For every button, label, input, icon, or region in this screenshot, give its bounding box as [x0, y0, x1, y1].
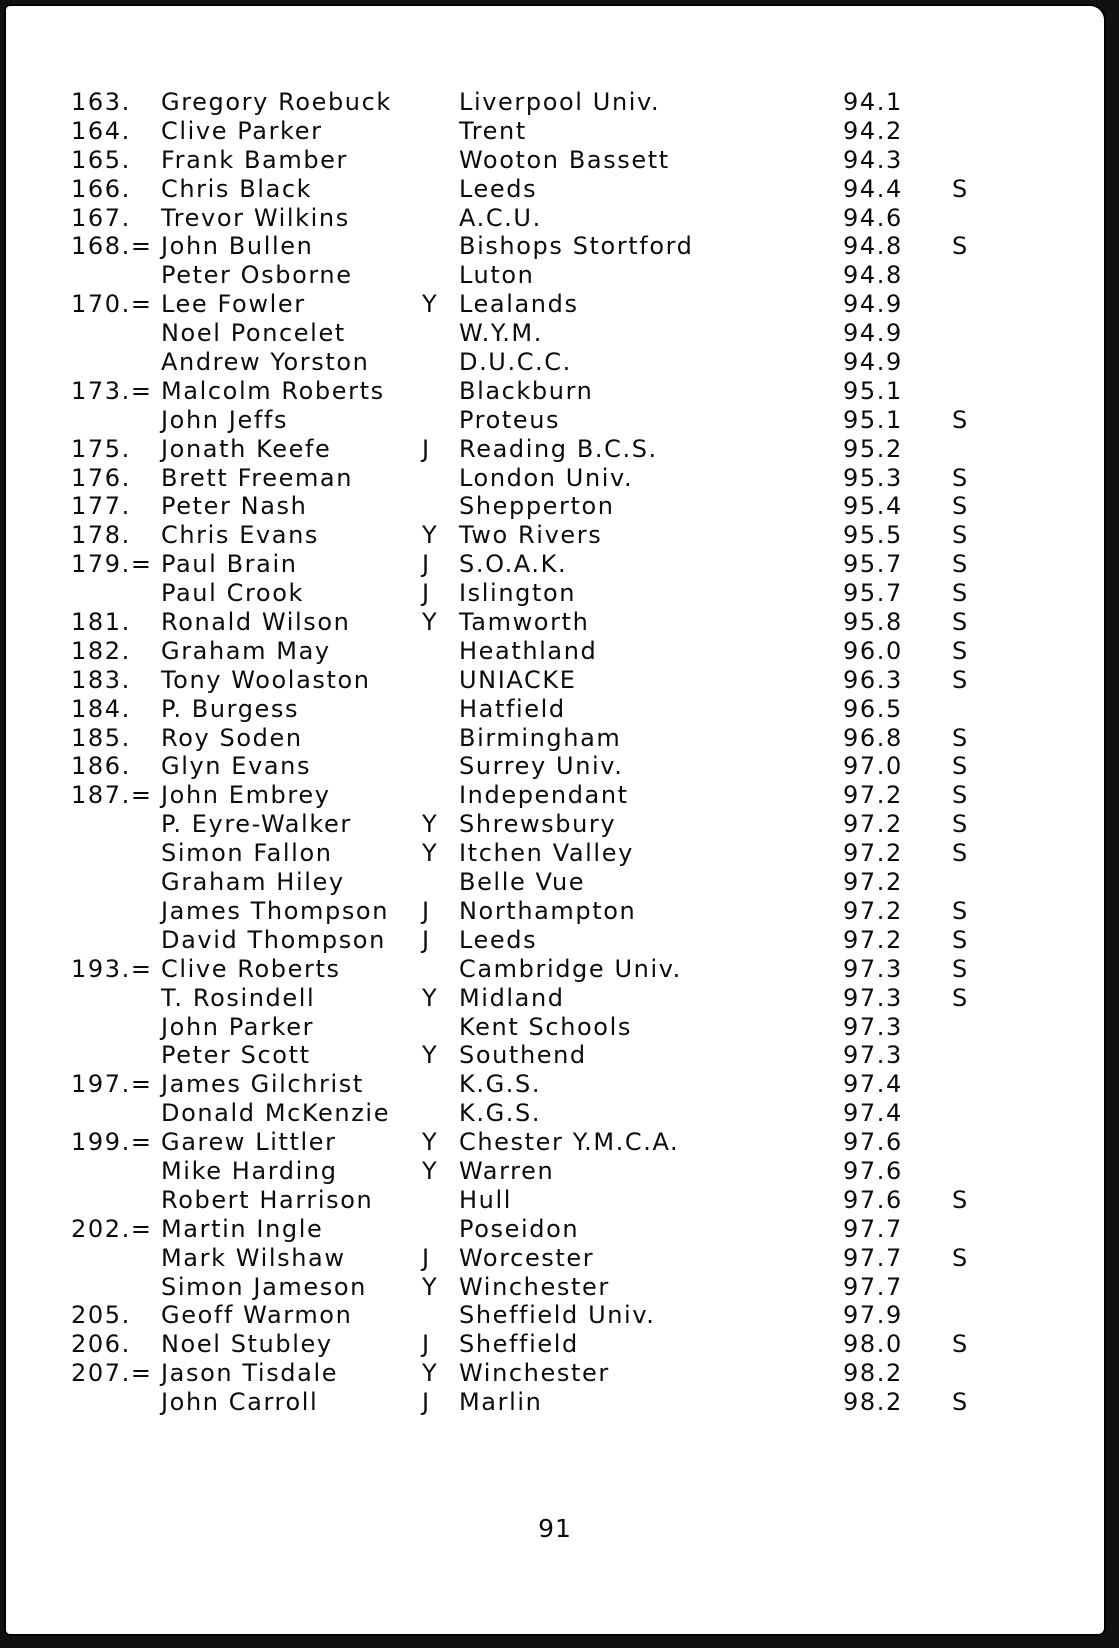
competitor-name: James Thompson: [161, 896, 390, 925]
position: 175.: [71, 434, 131, 463]
club-name: Warren: [459, 1156, 555, 1185]
status-mark: S: [952, 1243, 969, 1272]
result-row: [63, 146, 1013, 175]
result-time: 95.3: [843, 463, 903, 492]
competitor-name: Clive Roberts: [161, 954, 341, 983]
position: 197.=: [71, 1070, 153, 1099]
result-row: [63, 1301, 1013, 1330]
position: 165.: [71, 145, 131, 174]
club-name: Wooton Bassett: [459, 145, 670, 174]
position: 202.=: [71, 1214, 153, 1243]
competitor-name: Tony Woolaston: [161, 665, 371, 694]
competitor-name: Garew Littler: [161, 1128, 337, 1157]
position: 183.: [71, 665, 131, 694]
result-row: [63, 464, 1013, 493]
status-mark: S: [952, 896, 969, 925]
competitor-name: Noel Poncelet: [161, 319, 346, 348]
category-flag: Y: [422, 1041, 439, 1070]
category-flag: Y: [422, 608, 439, 637]
result-time: 97.3: [843, 954, 903, 983]
competitor-name: P. Eyre-Walker: [161, 810, 352, 839]
competitor-name: Geoff Warmon: [161, 1301, 353, 1330]
result-row: [63, 204, 1013, 233]
competitor-name: James Gilchrist: [161, 1070, 364, 1099]
position: 186.: [71, 752, 131, 781]
competitor-name: T. Rosindell: [161, 983, 316, 1012]
result-row: [63, 319, 1013, 348]
competitor-name: Jonath Keefe: [161, 434, 332, 463]
club-name: Marlin: [459, 1388, 543, 1417]
position: 177.: [71, 492, 131, 521]
club-name: Bishops Stortford: [459, 232, 694, 261]
competitor-name: Chris Evans: [161, 521, 320, 550]
result-row: [63, 839, 1013, 868]
position: 164.: [71, 116, 131, 145]
result-time: 97.3: [843, 1012, 903, 1041]
category-flag: Y: [422, 1359, 439, 1388]
result-time: 94.3: [843, 145, 903, 174]
club-name: Cambridge Univ.: [459, 954, 682, 983]
result-row: [63, 1186, 1013, 1215]
status-mark: S: [952, 781, 969, 810]
position: 193.=: [71, 954, 153, 983]
status-mark: S: [952, 521, 969, 550]
result-row: [63, 1128, 1013, 1157]
competitor-name: David Thompson: [161, 925, 386, 954]
result-row: [63, 926, 1013, 955]
club-name: Shrewsbury: [459, 810, 617, 839]
result-row: [63, 1244, 1013, 1273]
status-mark: S: [952, 839, 969, 868]
club-name: Sheffield: [459, 1330, 579, 1359]
club-name: Southend: [459, 1041, 587, 1070]
result-time: 95.8: [843, 608, 903, 637]
category-flag: J: [422, 434, 431, 463]
result-row: [63, 1215, 1013, 1244]
result-time: 94.2: [843, 116, 903, 145]
result-row: [63, 175, 1013, 204]
status-mark: S: [952, 232, 969, 261]
category-flag: J: [422, 1243, 431, 1272]
competitor-name: Trevor Wilkins: [161, 203, 350, 232]
position: 176.: [71, 463, 131, 492]
category-flag: Y: [422, 1272, 439, 1301]
club-name: Proteus: [459, 405, 561, 434]
result-row: [63, 435, 1013, 464]
result-time: 94.9: [843, 319, 903, 348]
competitor-name: John Carroll: [161, 1388, 319, 1417]
club-name: Heathland: [459, 636, 598, 665]
status-mark: S: [952, 1330, 969, 1359]
club-name: Islington: [459, 579, 577, 608]
club-name: Surrey Univ.: [459, 752, 624, 781]
club-name: Belle Vue: [459, 868, 586, 897]
competitor-name: John Embrey: [161, 781, 331, 810]
category-flag: J: [422, 1388, 431, 1417]
status-mark: S: [952, 550, 969, 579]
result-time: 95.7: [843, 579, 903, 608]
result-time: 94.9: [843, 348, 903, 377]
category-flag: Y: [422, 1156, 439, 1185]
competitor-name: Simon Jameson: [161, 1272, 367, 1301]
status-mark: S: [952, 665, 969, 694]
competitor-name: John Bullen: [161, 232, 314, 261]
status-mark: S: [952, 492, 969, 521]
category-flag: J: [422, 925, 431, 954]
position: 170.=: [71, 290, 153, 319]
club-name: Midland: [459, 983, 565, 1012]
competitor-name: Mike Harding: [161, 1156, 338, 1185]
competitor-name: Brett Freeman: [161, 463, 354, 492]
club-name: UNIACKE: [459, 665, 577, 694]
result-time: 97.2: [843, 925, 903, 954]
page-number: 91: [538, 1514, 572, 1543]
competitor-name: Peter Osborne: [161, 261, 353, 290]
result-time: 97.3: [843, 1041, 903, 1070]
status-mark: S: [952, 1185, 969, 1214]
status-mark: S: [952, 925, 969, 954]
result-row: [63, 1041, 1013, 1070]
position: 178.: [71, 521, 131, 550]
result-time: 95.5: [843, 521, 903, 550]
result-row: [63, 724, 1013, 753]
result-time: 97.2: [843, 810, 903, 839]
club-name: Birmingham: [459, 723, 622, 752]
result-row: [63, 232, 1013, 261]
result-time: 96.5: [843, 694, 903, 723]
result-row: [63, 1388, 1013, 1417]
status-mark: S: [952, 723, 969, 752]
competitor-name: Noel Stubley: [161, 1330, 333, 1359]
category-flag: J: [422, 550, 431, 579]
club-name: Leeds: [459, 925, 538, 954]
club-name: Winchester: [459, 1272, 610, 1301]
result-row: [63, 377, 1013, 406]
result-time: 95.2: [843, 434, 903, 463]
competitor-name: Malcolm Roberts: [161, 376, 385, 405]
result-row: [63, 897, 1013, 926]
result-row: [63, 492, 1013, 521]
club-name: Hatfield: [459, 694, 566, 723]
status-mark: S: [952, 752, 969, 781]
result-row: [63, 579, 1013, 608]
category-flag: Y: [422, 521, 439, 550]
position: 207.=: [71, 1359, 153, 1388]
result-time: 97.4: [843, 1070, 903, 1099]
club-name: Northampton: [459, 896, 637, 925]
result-time: 97.6: [843, 1128, 903, 1157]
position: 181.: [71, 608, 131, 637]
result-time: 97.6: [843, 1156, 903, 1185]
result-row: [63, 1273, 1013, 1302]
competitor-name: Martin Ingle: [161, 1214, 324, 1243]
club-name: Lealands: [459, 290, 579, 319]
result-time: 96.0: [843, 636, 903, 665]
result-row: [63, 608, 1013, 637]
result-time: 95.7: [843, 550, 903, 579]
document-page: [6, 6, 1104, 1634]
competitor-name: Graham May: [161, 636, 331, 665]
club-name: Poseidon: [459, 1214, 580, 1243]
result-row: [63, 868, 1013, 897]
club-name: Chester Y.M.C.A.: [459, 1128, 680, 1157]
result-time: 98.2: [843, 1359, 903, 1388]
result-row: [63, 348, 1013, 377]
status-mark: S: [952, 174, 969, 203]
competitor-name: P. Burgess: [161, 694, 300, 723]
club-name: Liverpool Univ.: [459, 88, 661, 116]
result-row: [63, 1359, 1013, 1388]
competitor-name: Lee Fowler: [161, 290, 306, 319]
competitor-name: Mark Wilshaw: [161, 1243, 346, 1272]
status-mark: S: [952, 636, 969, 665]
status-mark: S: [952, 983, 969, 1012]
club-name: Leeds: [459, 174, 538, 203]
result-time: 94.8: [843, 232, 903, 261]
result-time: 94.1: [843, 88, 903, 116]
club-name: Sheffield Univ.: [459, 1301, 656, 1330]
position: 199.=: [71, 1128, 153, 1157]
category-flag: J: [422, 579, 431, 608]
position: 206.: [71, 1330, 131, 1359]
competitor-name: Chris Black: [161, 174, 313, 203]
result-time: 95.4: [843, 492, 903, 521]
result-row: [63, 261, 1013, 290]
competitor-name: Clive Parker: [161, 116, 323, 145]
result-row: [63, 810, 1013, 839]
club-name: Trent: [459, 116, 527, 145]
position: 187.=: [71, 781, 153, 810]
result-row: [63, 781, 1013, 810]
status-mark: S: [952, 405, 969, 434]
results-list: [63, 88, 1013, 1417]
result-time: 97.9: [843, 1301, 903, 1330]
competitor-name: Glyn Evans: [161, 752, 312, 781]
club-name: W.Y.M.: [459, 319, 543, 348]
status-mark: S: [952, 1388, 969, 1417]
club-name: Two Rivers: [459, 521, 603, 550]
result-time: 97.2: [843, 781, 903, 810]
category-flag: Y: [422, 1128, 439, 1157]
category-flag: Y: [422, 290, 439, 319]
category-flag: J: [422, 896, 431, 925]
status-mark: S: [952, 608, 969, 637]
result-time: 97.0: [843, 752, 903, 781]
result-row: [63, 1157, 1013, 1186]
club-name: A.C.U.: [459, 203, 542, 232]
result-row: [63, 666, 1013, 695]
competitor-name: Andrew Yorston: [161, 348, 370, 377]
result-time: 98.2: [843, 1388, 903, 1417]
result-row: [63, 406, 1013, 435]
club-name: Shepperton: [459, 492, 615, 521]
result-row: [63, 117, 1013, 146]
position: 166.: [71, 174, 131, 203]
result-row: [63, 955, 1013, 984]
competitor-name: John Jeffs: [161, 405, 289, 434]
position: 163.: [71, 88, 131, 116]
category-flag: Y: [422, 839, 439, 868]
competitor-name: Ronald Wilson: [161, 608, 351, 637]
competitor-name: Graham Hiley: [161, 868, 345, 897]
result-time: 97.6: [843, 1185, 903, 1214]
result-time: 95.1: [843, 405, 903, 434]
result-time: 97.3: [843, 983, 903, 1012]
status-mark: S: [952, 463, 969, 492]
competitor-name: Peter Nash: [161, 492, 308, 521]
club-name: S.O.A.K.: [459, 550, 568, 579]
status-mark: S: [952, 810, 969, 839]
competitor-name: Roy Soden: [161, 723, 303, 752]
club-name: D.U.C.C.: [459, 348, 572, 377]
result-row: [63, 752, 1013, 781]
status-mark: S: [952, 954, 969, 983]
result-row: [63, 1330, 1013, 1359]
competitor-name: John Parker: [161, 1012, 315, 1041]
club-name: Tamworth: [459, 608, 590, 637]
club-name: Independant: [459, 781, 629, 810]
club-name: Winchester: [459, 1359, 610, 1388]
result-time: 95.1: [843, 376, 903, 405]
result-row: [63, 550, 1013, 579]
club-name: London Univ.: [459, 463, 634, 492]
result-row: [63, 637, 1013, 666]
result-time: 96.3: [843, 665, 903, 694]
result-row: [63, 290, 1013, 319]
position: 184.: [71, 694, 131, 723]
category-flag: Y: [422, 983, 439, 1012]
result-row: [63, 695, 1013, 724]
club-name: Itchen Valley: [459, 839, 634, 868]
position: 167.: [71, 203, 131, 232]
position: 173.=: [71, 376, 153, 405]
result-time: 97.7: [843, 1214, 903, 1243]
result-row: [63, 521, 1013, 550]
result-time: 97.2: [843, 868, 903, 897]
result-time: 97.7: [843, 1243, 903, 1272]
category-flag: J: [422, 1330, 431, 1359]
result-time: 96.8: [843, 723, 903, 752]
position: 185.: [71, 723, 131, 752]
competitor-name: Donald McKenzie: [161, 1099, 391, 1128]
club-name: K.G.S.: [459, 1070, 542, 1099]
competitor-name: Robert Harrison: [161, 1185, 374, 1214]
position: 168.=: [71, 232, 153, 261]
result-row: [63, 984, 1013, 1013]
club-name: Reading B.C.S.: [459, 434, 658, 463]
competitor-name: Paul Brain: [161, 550, 298, 579]
competitor-name: Peter Scott: [161, 1041, 311, 1070]
result-time: 94.8: [843, 261, 903, 290]
club-name: Worcester: [459, 1243, 595, 1272]
club-name: K.G.S.: [459, 1099, 542, 1128]
competitor-name: Frank Bamber: [161, 145, 348, 174]
result-time: 97.7: [843, 1272, 903, 1301]
result-time: 97.2: [843, 896, 903, 925]
club-name: Blackburn: [459, 376, 594, 405]
club-name: Kent Schools: [459, 1012, 632, 1041]
competitor-name: Paul Crook: [161, 579, 304, 608]
category-flag: Y: [422, 810, 439, 839]
result-row: [63, 1070, 1013, 1099]
result-time: 97.4: [843, 1099, 903, 1128]
result-time: 98.0: [843, 1330, 903, 1359]
result-time: 94.4: [843, 174, 903, 203]
club-name: Luton: [459, 261, 535, 290]
competitor-name: Simon Fallon: [161, 839, 333, 868]
result-time: 97.2: [843, 839, 903, 868]
result-row: [63, 1099, 1013, 1128]
result-row: [63, 1013, 1013, 1042]
position: 179.=: [71, 550, 153, 579]
result-time: 94.6: [843, 203, 903, 232]
position: 182.: [71, 636, 131, 665]
competitor-name: Gregory Roebuck: [161, 88, 392, 116]
status-mark: S: [952, 579, 969, 608]
result-time: 94.9: [843, 290, 903, 319]
competitor-name: Jason Tisdale: [161, 1359, 339, 1388]
result-row: [63, 88, 1013, 117]
position: 205.: [71, 1301, 131, 1330]
club-name: Hull: [459, 1185, 512, 1214]
